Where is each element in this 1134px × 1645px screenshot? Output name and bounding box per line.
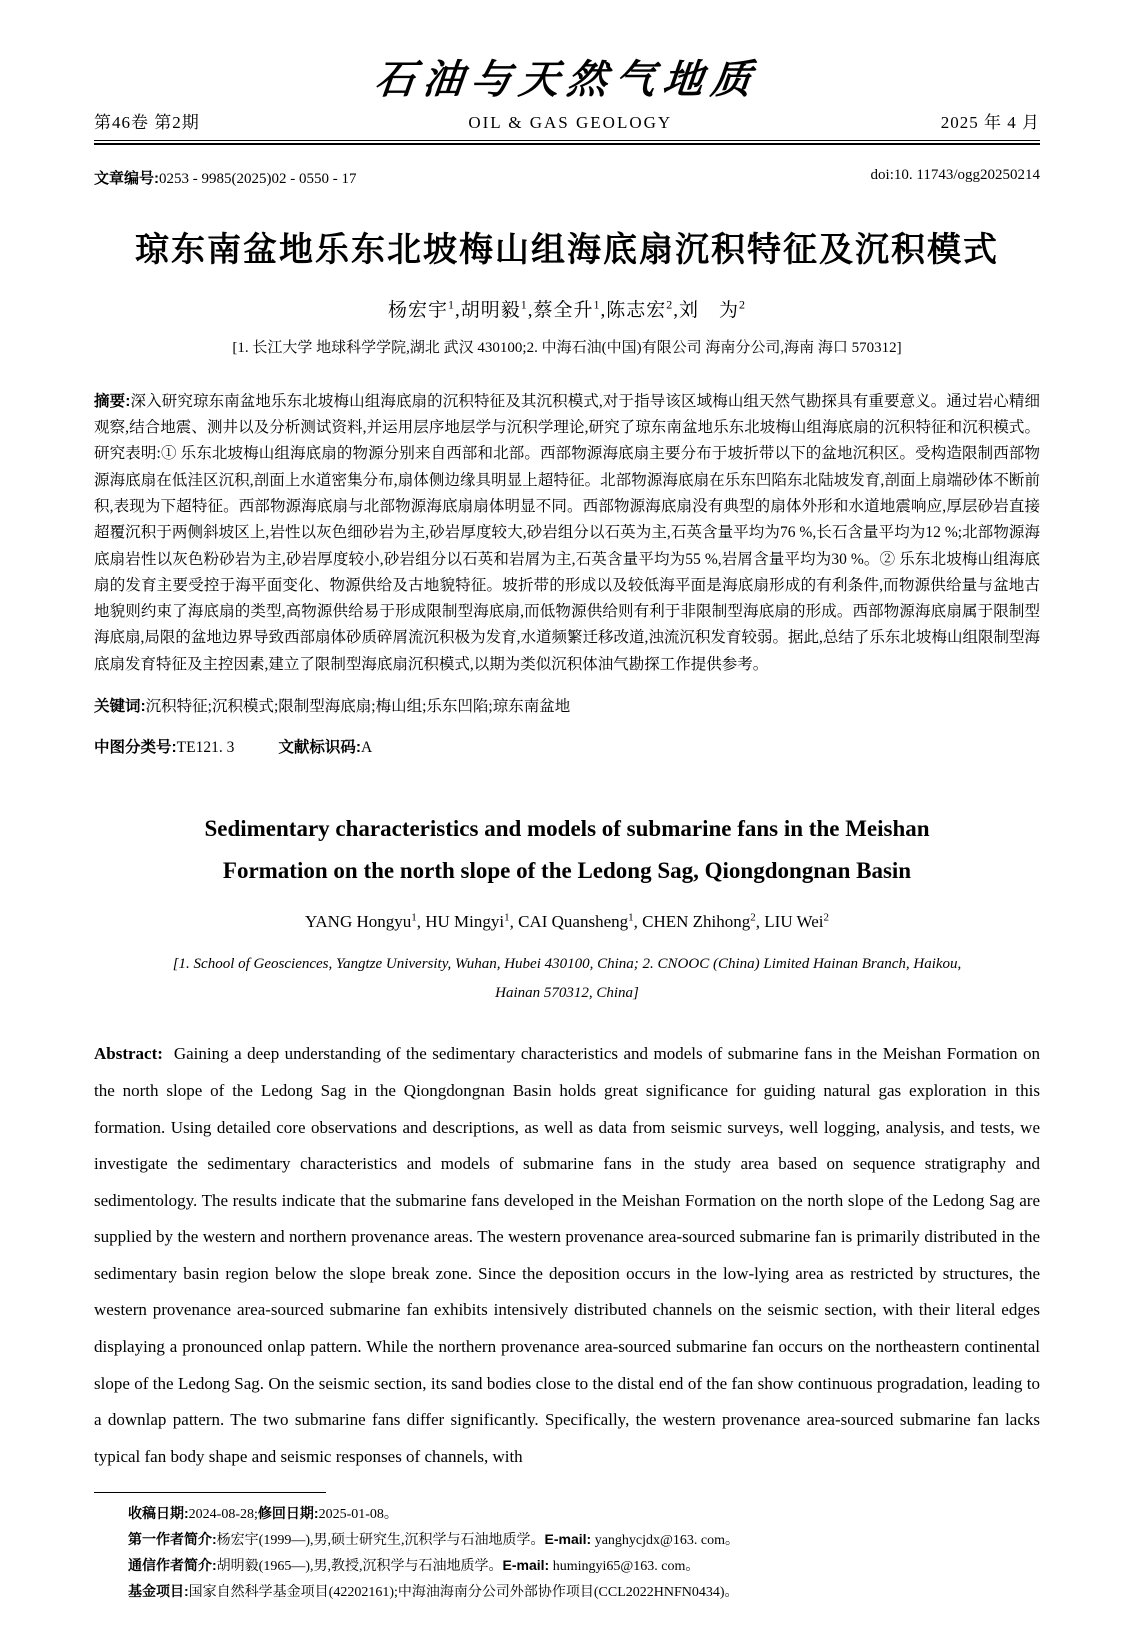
- clc-label: 中图分类号:: [94, 739, 177, 757]
- author-affiliation-superscript: 2: [739, 297, 747, 312]
- author-affiliation-superscript: 1: [411, 911, 417, 924]
- affiliation-english-line1: [1. School of Geosciences, Yangtze University, Wuhan, Hubei 430100, China; 2. CNOOC (China) Limited Hainan Branch, Haikou,: [172, 956, 962, 973]
- article-number-value: 0253 - 9985(2025)02 - 0550 - 17: [159, 171, 357, 187]
- doi: doi:10. 11743/ogg20250214: [870, 167, 1040, 183]
- footnote-line: [128, 1553, 1040, 1579]
- affiliation-english: [94, 950, 1040, 1008]
- article-number-label: 文章编号:: [94, 170, 159, 187]
- abstract-english: [94, 1036, 1040, 1475]
- abstract-label-english: Abstract:: [94, 1044, 163, 1064]
- footnote-label: 收稿日期:: [128, 1505, 189, 1522]
- author: CAI Quansheng$^1$: [518, 911, 634, 932]
- keywords-line: [94, 694, 1040, 720]
- author: 陈志宏$^2$: [606, 297, 674, 321]
- authors-english: YANG Hongyu$^1$, HU Mingyi$^1$, CAI Quansheng$^1$, CHEN Zhihong$^2$, LIU Wei$^2$: [305, 911, 829, 932]
- author-affiliation-superscript: 1: [520, 297, 528, 312]
- article-meta-row: [94, 167, 1040, 188]
- abstract-label-chinese: 摘要:: [94, 392, 131, 410]
- footnote-text: humingyi65@163. com。: [549, 1559, 700, 1575]
- footnote-line: [128, 1501, 1040, 1527]
- footnote-label: 第一作者简介:: [128, 1531, 217, 1548]
- volume-issue: 第46卷 第2期: [94, 113, 200, 132]
- affiliation-chinese: [1. 长江大学 地球科学学院,湖北 武汉 430100;2. 中海石油(中国)有限公司 海南分公司,海南 海口 570312]: [232, 339, 902, 356]
- author-affiliation-superscript: 2: [823, 911, 829, 924]
- author: CHEN Zhihong$^2$: [642, 911, 756, 932]
- footnote-divider: [94, 1492, 326, 1493]
- abstract-chinese: [94, 389, 1040, 678]
- footnote-text: yanghycjdx@163. com。: [591, 1533, 740, 1549]
- classification-line: [94, 735, 1040, 761]
- journal-logo-calligraphy: 石油与天然气地质: [372, 56, 762, 103]
- abstract-body-chinese: 深入研究琼东南盆地乐东北坡梅山组海底扇的沉积特征及其沉积模式,对于指导该区域梅山组天然气勘探具有重要意义。通过岩心精细观察,结合地震、测井以及分析测试资料,并运用层序地层学与沉积学理论,研究了琼东南盆地乐东北坡梅山组海底扇的沉积特征和沉积模式。研究表明:① 乐东北坡梅山组海底扇的物源分别来自西部和北部。西部物源海底扇主要分布于坡折带以下的盆地沉积区。受构造限制西部物源海底扇在低洼区沉积,剖面上水道密集分布,扇体侧边缘具明显上超特征。北部物源海底扇在乐东凹陷东北陆坡发育,剖面上扇端砂体不断前积,表现为下超特征。西部物源海底扇与北部物源海底扇扇体明显不同。西部物源海底扇没有典型的扇体外形和水道地震响应,厚层砂岩直接超覆沉积于两侧斜坡区上,岩性以灰色细砂岩为主,砂岩厚度较大,砂岩组分以石英为主,石英含量平均为76 %,长石含量平均为12 %;北部物源海底扇岩性以灰色粉砂岩为主,砂岩厚度较小,砂岩组分以石英和岩屑为主,石英含量平均为55 %,岩屑含量平均为30 %。② 乐东北坡梅山组海底扇的发育主要受控于海平面变化、物源供给及古地貌特征。坡折带的形成以及较低海平面是海底扇形成的有利条件,而物源供给量与盆地古地貌则约束了海底扇的类型,高物源供给易于形成限制型海底扇,而低物源供给则有利于非限制型海底扇的形成。西部物源海底扇属于限制型海底扇,局限的盆地边界导致西部扇体砂质碎屑流沉积极为发育,水道频繁迁移改道,浊流沉积发育较弱。据此,总结了乐东北坡梅山组限制型海底扇发育特征及主控因素,建立了限制型海底扇沉积模式,以期为类似沉积体油气勘探工作提供参考。: [94, 392, 1040, 673]
- paper-title-english-line2: Formation on the north slope of the Ledong Sag, Qiongdongnan Basin: [222, 857, 912, 883]
- paper-title-english: [94, 808, 1040, 892]
- paper-title-english-line1: Sedimentary characteristics and models of submarine fans in the Meishan: [204, 815, 930, 841]
- doc-code-value: A: [361, 739, 373, 757]
- issue-date: 2025 年 4 月: [940, 113, 1040, 132]
- author-affiliation-superscript: 2: [666, 297, 674, 312]
- footnote-label: E-mail:: [544, 1531, 592, 1548]
- clc-value: TE121. 3: [176, 739, 235, 757]
- footnote-label: 通信作者简介:: [128, 1557, 217, 1574]
- footnote-label: 基金项目:: [128, 1583, 189, 1600]
- footnote-label: 修回日期:: [257, 1505, 319, 1522]
- paper-title-chinese: 琼东南盆地乐东北坡梅山组海底扇沉积特征及沉积模式: [135, 231, 999, 269]
- article-number: [94, 167, 356, 188]
- header-divider: [94, 140, 1040, 145]
- footnote-line: [128, 1579, 1040, 1605]
- footnote-line: [128, 1527, 1040, 1553]
- footnotes-block: [94, 1501, 1040, 1605]
- footnote-text: 国家自然科学基金项目(42202161);中海油海南分公司外部协作项目(CCL2022HNFN0434)。: [188, 1585, 739, 1601]
- footnote-text: 2025-01-08。: [318, 1507, 398, 1523]
- footnote-text: 胡明毅(1965—),男,教授,沉积学与石油地质学。: [216, 1559, 503, 1575]
- author: HU Mingyi$^1$: [425, 911, 510, 932]
- keywords-value: 沉积特征;沉积模式;限制型海底扇;梅山组;乐东凹陷;琼东南盆地: [145, 697, 571, 715]
- journal-masthead: [94, 58, 1040, 102]
- author: 杨宏宇$^1$: [387, 297, 455, 321]
- author-affiliation-superscript: 1: [628, 911, 634, 924]
- author-affiliation-superscript: 1: [504, 911, 510, 924]
- authors-chinese: 杨宏宇$^1$,胡明毅$^1$,蔡全升$^1$,陈志宏$^2$,刘 为$^2$: [387, 297, 747, 321]
- journal-name-english: OIL & GAS GEOLOGY: [468, 113, 673, 132]
- footnote-text: 杨宏宇(1999—),男,硕士研究生,沉积学与石油地质学。: [216, 1533, 545, 1549]
- journal-header-row: [94, 108, 1040, 133]
- footnote-label: E-mail:: [502, 1557, 550, 1574]
- author-affiliation-superscript: 1: [447, 297, 455, 312]
- author: 胡明毅$^1$: [460, 297, 528, 321]
- author-affiliation-superscript: 1: [593, 297, 601, 312]
- author: LIU Wei$^2$: [764, 911, 829, 932]
- author-affiliation-superscript: 2: [750, 911, 756, 924]
- author: YANG Hongyu$^1$: [305, 911, 417, 932]
- author: 刘 为$^2$: [679, 297, 747, 321]
- affiliation-english-line2: Hainan 570312, China]: [495, 985, 639, 1002]
- doc-code-label: 文献标识码:: [278, 739, 362, 757]
- abstract-body-english: Gaining a deep understanding of the sedimentary characteristics and models of submarine fans in the Meishan Formation on the north slope of the Ledong Sag in the Qiongdongnan Basin holds great significance for guiding natural gas exploration in this formation. Using detailed core observations and descriptions, as well as data from seismic surveys, well logging, analysis, and tests, we investigate the sedimentary characteristics and models of submarine fans in the study area based on sequence stratigraphy and sedimentology. The results indicate that the submarine fans developed in the Meishan Formation on the north slope of the Ledong Sag are supplied by the western and northern provenance areas. The western provenance area-sourced submarine fan is primarily distributed in the sedimentary basin region below the slope break zone. Since the deposition occurs in the low-lying area as restricted by structures, the western provenance area-sourced submarine fan exhibits intensively distributed channels on the seismic section, with their literal edges displaying a pronounced onlap pattern. While the northern provenance area-sourced submarine fan occurs on the northeastern continental slope of the Ledong Sag. On the seismic section, its sand bodies close to the distal end of the fan show continuous progradation, leading to a downlap pattern. The two submarine fans differ significantly. Specifically, the western provenance area-sourced submarine fan lacks typical fan body shape and seismic responses of channels, with: [94, 1044, 1040, 1466]
- footnote-text: 2024-08-28;: [188, 1507, 258, 1523]
- keywords-label: 关键词:: [94, 697, 146, 715]
- abstract-body-english-space: [163, 1044, 174, 1063]
- author: 蔡全升$^1$: [533, 297, 601, 321]
